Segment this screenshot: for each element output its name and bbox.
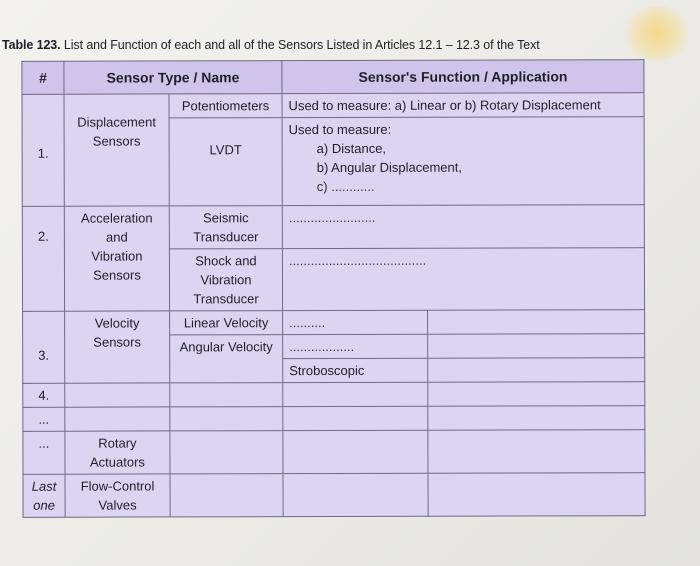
empty-cell (283, 430, 428, 473)
table-row (23, 382, 645, 408)
row-number: Last one (23, 474, 65, 517)
empty-cell (428, 406, 645, 431)
sensor-type: Rotary Actuators (65, 431, 170, 474)
empty-cell (170, 383, 283, 407)
empty-cell (283, 473, 428, 516)
light-glare (622, 6, 692, 61)
sensor-type: Velocity Sensors (65, 311, 170, 383)
header-sensor-type: Sensor Type / Name (64, 61, 282, 95)
empty-cell (428, 334, 645, 359)
worksheet (21, 59, 644, 511)
empty-cell (428, 430, 645, 474)
table-row (23, 310, 645, 336)
row-number: 3. (23, 311, 65, 383)
row-number: ... (23, 407, 65, 431)
sensor-name: Potentiometers (169, 94, 282, 118)
table-caption (2, 38, 540, 52)
table-row (22, 93, 644, 119)
table-row (23, 406, 645, 432)
sensor-name: Shock and Vibration Transducer (169, 249, 282, 311)
sensor-function: Used to measure: a) Distance, b) Angular Displacement, c) ............ (282, 117, 644, 206)
sensor-type: Flow-Control Valves (65, 474, 170, 517)
empty-cell (65, 383, 170, 407)
sensor-name: Angular Velocity (170, 335, 283, 383)
sensor-function: ........................ (282, 205, 644, 249)
empty-cell (283, 382, 428, 406)
empty-cell (428, 382, 645, 407)
empty-cell (170, 431, 283, 474)
sensor-name: Linear Velocity (170, 311, 283, 335)
empty-cell (428, 358, 645, 383)
header-sensor-function: Sensor's Function / Application (282, 60, 644, 94)
row-number: 2. (22, 206, 64, 311)
sensor-function: Stroboscopic (283, 358, 428, 382)
sensor-function: .................. (283, 334, 428, 358)
table-caption-text: List and Function of each and all of the Sensors Listed in Articles 12.1 – 12.3 of the Text (63, 38, 540, 52)
empty-cell (428, 473, 645, 517)
empty-cell (65, 407, 170, 431)
header-number: # (22, 61, 64, 94)
sensor-name: LVDT (169, 118, 282, 206)
empty-cell (170, 407, 283, 431)
sensor-function: ...................................... (282, 248, 644, 311)
sensor-type: Displacement Sensors (64, 94, 169, 206)
table-label: Table 123. (2, 38, 61, 52)
empty-cell (283, 406, 428, 430)
sensor-type: Acceleration and Vibration Sensors (64, 206, 169, 311)
row-number: ... (23, 431, 65, 474)
empty-cell (428, 310, 645, 335)
table-row (23, 430, 645, 475)
row-number: 4. (23, 383, 65, 407)
table-row (22, 205, 644, 250)
sensor-function: .......... (283, 310, 428, 334)
sensor-table (21, 59, 645, 518)
sensor-function: Used to measure: a) Linear or b) Rotary Displacement (282, 93, 644, 118)
sensor-name: Seismic Transducer (169, 206, 282, 249)
table-row (23, 473, 645, 518)
header-row (22, 60, 644, 95)
row-number: 1. (22, 94, 64, 206)
empty-cell (170, 474, 283, 517)
